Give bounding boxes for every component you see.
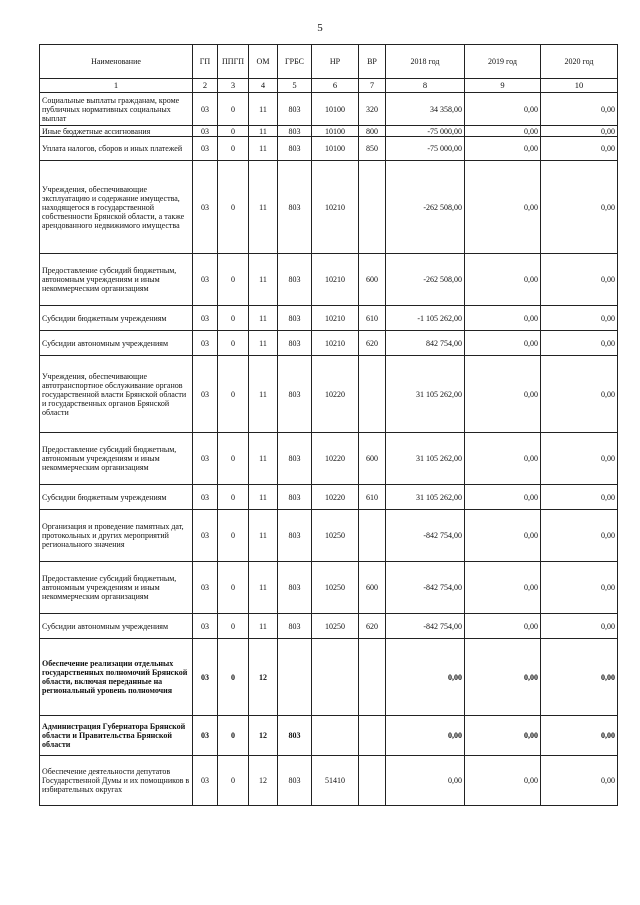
cell-om: 11	[249, 356, 278, 433]
cell-2019: 0,00	[465, 254, 541, 306]
cell-2020: 0,00	[541, 126, 618, 137]
cell-gp: 03	[193, 254, 218, 306]
cell-2020: 0,00	[541, 137, 618, 161]
table-row	[40, 639, 618, 716]
cell-2020: 0,00	[541, 93, 618, 126]
cell-ppgp: 0	[218, 254, 249, 306]
table-row	[40, 356, 618, 433]
column-number: 5	[278, 79, 312, 93]
cell-grbs: 803	[278, 356, 312, 433]
cell-2020: 0,00	[541, 306, 618, 331]
cell-vr: 610	[359, 485, 386, 510]
cell-grbs: 803	[278, 126, 312, 137]
cell-om: 11	[249, 510, 278, 562]
cell-grbs: 803	[278, 716, 312, 756]
header-name: Наименование	[40, 45, 193, 79]
cell-2019: 0,00	[465, 562, 541, 614]
cell-gp: 03	[193, 161, 218, 254]
cell-vr: 320	[359, 93, 386, 126]
cell-2019: 0,00	[465, 137, 541, 161]
cell-2018: 31 105 262,00	[386, 485, 465, 510]
cell-2019: 0,00	[465, 510, 541, 562]
cell-2020: 0,00	[541, 161, 618, 254]
cell-ppgp: 0	[218, 562, 249, 614]
cell-2019: 0,00	[465, 639, 541, 716]
cell-vr	[359, 716, 386, 756]
row-name: Иные бюджетные ассигнования	[40, 126, 193, 137]
table-row	[40, 254, 618, 306]
cell-grbs: 803	[278, 93, 312, 126]
row-name: Предоставление субсидий бюджетным, автономным учреждениям и иным некоммерческим организациям	[40, 433, 193, 485]
row-name: Администрация Губернатора Брянской области и Правительства Брянской области	[40, 716, 193, 756]
cell-grbs: 803	[278, 433, 312, 485]
cell-grbs: 803	[278, 614, 312, 639]
header-vr: ВР	[359, 45, 386, 79]
cell-nr	[312, 716, 359, 756]
cell-2019: 0,00	[465, 485, 541, 510]
cell-nr: 10220	[312, 485, 359, 510]
cell-nr: 10210	[312, 161, 359, 254]
cell-vr: 620	[359, 331, 386, 356]
cell-nr: 10210	[312, 254, 359, 306]
cell-2020: 0,00	[541, 614, 618, 639]
cell-2018: -842 754,00	[386, 562, 465, 614]
cell-2019: 0,00	[465, 93, 541, 126]
header-2020: 2020 год	[541, 45, 618, 79]
cell-2019: 0,00	[465, 356, 541, 433]
cell-om: 11	[249, 562, 278, 614]
cell-vr: 600	[359, 433, 386, 485]
cell-om: 11	[249, 93, 278, 126]
cell-vr: 600	[359, 562, 386, 614]
cell-nr: 10250	[312, 614, 359, 639]
cell-ppgp: 0	[218, 306, 249, 331]
cell-2018: 34 358,00	[386, 93, 465, 126]
cell-ppgp: 0	[218, 716, 249, 756]
cell-2020: 0,00	[541, 562, 618, 614]
cell-ppgp: 0	[218, 756, 249, 806]
table-row	[40, 306, 618, 331]
table-row	[40, 93, 618, 126]
table-row	[40, 331, 618, 356]
header-ppgp: ППГП	[218, 45, 249, 79]
cell-om: 11	[249, 433, 278, 485]
column-number: 6	[312, 79, 359, 93]
cell-vr	[359, 161, 386, 254]
cell-ppgp: 0	[218, 93, 249, 126]
cell-vr: 610	[359, 306, 386, 331]
header-grbs: ГРБС	[278, 45, 312, 79]
cell-gp: 03	[193, 356, 218, 433]
column-number: 2	[193, 79, 218, 93]
table-row	[40, 510, 618, 562]
row-name: Учреждения, обеспечивающие автотранспортное обслуживание органов государственной власти Брянской области и государственных органов Брянской области	[40, 356, 193, 433]
cell-2018: -842 754,00	[386, 510, 465, 562]
cell-ppgp: 0	[218, 510, 249, 562]
header-2019: 2019 год	[465, 45, 541, 79]
cell-2019: 0,00	[465, 306, 541, 331]
cell-vr: 850	[359, 137, 386, 161]
row-name: Субсидии автономным учреждениям	[40, 614, 193, 639]
cell-om: 12	[249, 639, 278, 716]
column-number: 9	[465, 79, 541, 93]
row-name: Обеспечение реализации отдельных государственных полномочий Брянской области, включая переданные на региональный уровень полномочия	[40, 639, 193, 716]
cell-gp: 03	[193, 562, 218, 614]
header-om: ОМ	[249, 45, 278, 79]
cell-grbs: 803	[278, 756, 312, 806]
cell-2019: 0,00	[465, 716, 541, 756]
header-gp: ГП	[193, 45, 218, 79]
cell-2018: -262 508,00	[386, 254, 465, 306]
cell-2020: 0,00	[541, 433, 618, 485]
cell-2018: -842 754,00	[386, 614, 465, 639]
column-number: 3	[218, 79, 249, 93]
cell-2020: 0,00	[541, 356, 618, 433]
cell-2020: 0,00	[541, 331, 618, 356]
row-name: Предоставление субсидий бюджетным, автономным учреждениям и иным некоммерческим организациям	[40, 562, 193, 614]
cell-gp: 03	[193, 126, 218, 137]
cell-2019: 0,00	[465, 614, 541, 639]
cell-om: 11	[249, 126, 278, 137]
cell-gp: 03	[193, 331, 218, 356]
cell-om: 12	[249, 716, 278, 756]
cell-gp: 03	[193, 93, 218, 126]
cell-nr: 10250	[312, 562, 359, 614]
cell-vr	[359, 756, 386, 806]
cell-grbs: 803	[278, 254, 312, 306]
table-row	[40, 614, 618, 639]
cell-gp: 03	[193, 306, 218, 331]
header-nr: НР	[312, 45, 359, 79]
cell-om: 11	[249, 331, 278, 356]
cell-nr: 10220	[312, 356, 359, 433]
cell-2018: -75 000,00	[386, 137, 465, 161]
cell-2018: 0,00	[386, 639, 465, 716]
cell-nr: 10220	[312, 433, 359, 485]
cell-vr	[359, 356, 386, 433]
row-name: Субсидии автономным учреждениям	[40, 331, 193, 356]
cell-gp: 03	[193, 639, 218, 716]
row-name: Обеспечение деятельности депутатов Государственной Думы и их помощников в избирательных округах	[40, 756, 193, 806]
cell-ppgp: 0	[218, 137, 249, 161]
cell-grbs	[278, 639, 312, 716]
cell-ppgp: 0	[218, 161, 249, 254]
table-row	[40, 756, 618, 806]
cell-ppgp: 0	[218, 485, 249, 510]
cell-gp: 03	[193, 716, 218, 756]
cell-nr: 51410	[312, 756, 359, 806]
cell-2019: 0,00	[465, 433, 541, 485]
cell-nr: 10100	[312, 93, 359, 126]
cell-gp: 03	[193, 510, 218, 562]
cell-2019: 0,00	[465, 756, 541, 806]
table-row	[40, 126, 618, 137]
cell-vr: 600	[359, 254, 386, 306]
cell-grbs: 803	[278, 331, 312, 356]
table-row	[40, 161, 618, 254]
cell-2020: 0,00	[541, 756, 618, 806]
cell-nr: 10210	[312, 331, 359, 356]
cell-vr: 620	[359, 614, 386, 639]
page-number: 5	[317, 22, 323, 34]
column-number: 4	[249, 79, 278, 93]
cell-2020: 0,00	[541, 510, 618, 562]
cell-nr	[312, 639, 359, 716]
cell-2020: 0,00	[541, 254, 618, 306]
column-number: 8	[386, 79, 465, 93]
cell-2018: -1 105 262,00	[386, 306, 465, 331]
row-name: Учреждения, обеспечивающие эксплуатацию и содержание имущества, находящегося в государственной собственности Брянской области, а также арендованного недвижимого имущества	[40, 161, 193, 254]
cell-vr: 800	[359, 126, 386, 137]
cell-om: 11	[249, 306, 278, 331]
cell-om: 11	[249, 161, 278, 254]
cell-ppgp: 0	[218, 331, 249, 356]
table-row	[40, 485, 618, 510]
table-row	[40, 137, 618, 161]
row-name: Предоставление субсидий бюджетным, автономным учреждениям и иным некоммерческим организациям	[40, 254, 193, 306]
cell-gp: 03	[193, 433, 218, 485]
cell-gp: 03	[193, 485, 218, 510]
cell-gp: 03	[193, 137, 218, 161]
cell-2018: 0,00	[386, 756, 465, 806]
cell-nr: 10250	[312, 510, 359, 562]
cell-2019: 0,00	[465, 161, 541, 254]
cell-om: 11	[249, 614, 278, 639]
table-row	[40, 716, 618, 756]
column-number: 7	[359, 79, 386, 93]
cell-grbs: 803	[278, 562, 312, 614]
cell-2018: -262 508,00	[386, 161, 465, 254]
cell-2018: 0,00	[386, 716, 465, 756]
cell-nr: 10100	[312, 126, 359, 137]
row-name: Субсидии бюджетным учреждениям	[40, 306, 193, 331]
row-name: Социальные выплаты гражданам, кроме публичных нормативных социальных выплат	[40, 93, 193, 126]
cell-grbs: 803	[278, 485, 312, 510]
cell-2020: 0,00	[541, 485, 618, 510]
row-name: Субсидии бюджетным учреждениям	[40, 485, 193, 510]
cell-om: 11	[249, 137, 278, 161]
cell-vr	[359, 510, 386, 562]
column-number-row	[40, 79, 618, 93]
cell-ppgp: 0	[218, 433, 249, 485]
cell-2019: 0,00	[465, 331, 541, 356]
cell-2018: 842 754,00	[386, 331, 465, 356]
budget-table	[39, 44, 618, 806]
cell-ppgp: 0	[218, 356, 249, 433]
cell-ppgp: 0	[218, 126, 249, 137]
cell-grbs: 803	[278, 306, 312, 331]
cell-om: 12	[249, 756, 278, 806]
cell-vr	[359, 639, 386, 716]
cell-2018: -75 000,00	[386, 126, 465, 137]
cell-nr: 10100	[312, 137, 359, 161]
cell-grbs: 803	[278, 510, 312, 562]
cell-2020: 0,00	[541, 639, 618, 716]
table-row	[40, 562, 618, 614]
header-row	[40, 45, 618, 79]
cell-om: 11	[249, 485, 278, 510]
column-number: 1	[40, 79, 193, 93]
table-row	[40, 433, 618, 485]
cell-om: 11	[249, 254, 278, 306]
cell-grbs: 803	[278, 137, 312, 161]
cell-ppgp: 0	[218, 639, 249, 716]
cell-gp: 03	[193, 756, 218, 806]
cell-grbs: 803	[278, 161, 312, 254]
cell-nr: 10210	[312, 306, 359, 331]
cell-2018: 31 105 262,00	[386, 356, 465, 433]
cell-ppgp: 0	[218, 614, 249, 639]
row-name: Уплата налогов, сборов и иных платежей	[40, 137, 193, 161]
header-2018: 2018 год	[386, 45, 465, 79]
row-name: Организация и проведение памятных дат, протокольных и других мероприятий регионального значения	[40, 510, 193, 562]
cell-2018: 31 105 262,00	[386, 433, 465, 485]
column-number: 10	[541, 79, 618, 93]
cell-2019: 0,00	[465, 126, 541, 137]
cell-2020: 0,00	[541, 716, 618, 756]
cell-gp: 03	[193, 614, 218, 639]
